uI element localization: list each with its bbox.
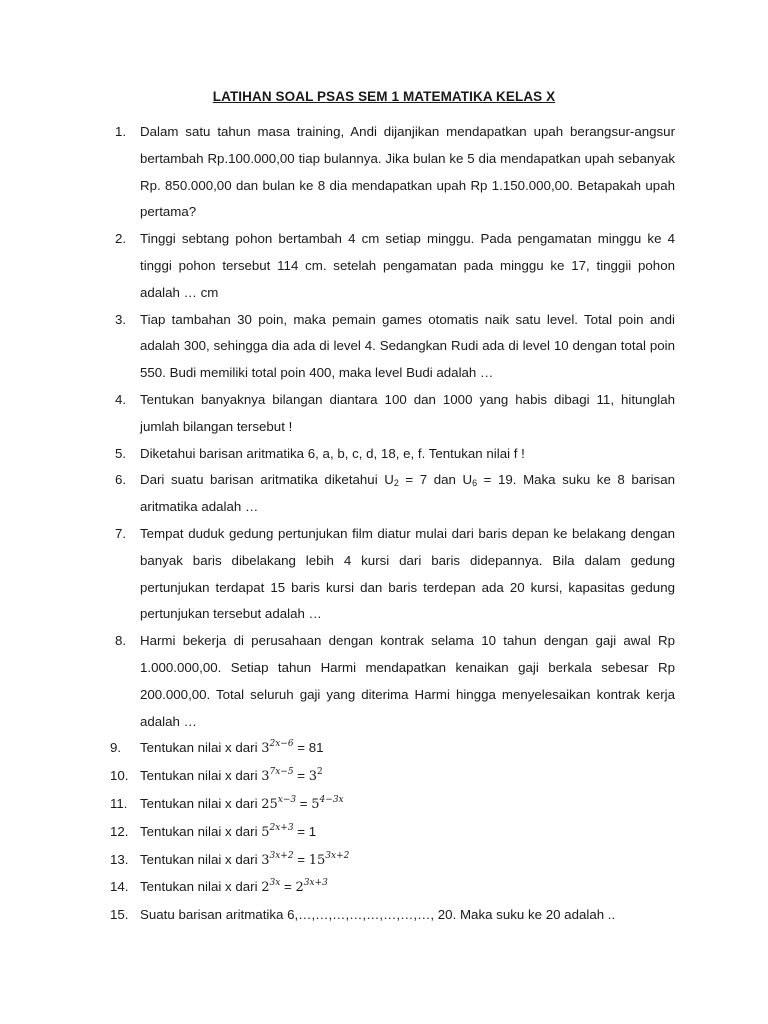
question-item — [110, 763, 675, 791]
equation-rhs-exponent: 4−3x — [319, 794, 344, 805]
question-text: Diketahui barisan aritmatika 6, a, b, c, d, 18, e, f. Tentukan nilai f ! — [140, 445, 525, 461]
question-text: Tinggi sebtang pohon bertambah 4 cm setiap minggu. Pada pengamatan minggu ke 4 tinggi pohon tersebut 114 cm. setelah pengamatan pada minggu ke 17, tinggii pohon adalah … cm — [140, 231, 675, 300]
question-item — [115, 119, 675, 226]
question-text: Tentukan nilai x dari — [140, 823, 262, 839]
equation-lhs-base: 2 — [261, 880, 270, 896]
question-number: 13. — [110, 851, 129, 867]
question-number: 4. — [115, 391, 127, 407]
equation-lhs-exponent: 2x+3 — [269, 822, 294, 833]
question-item — [110, 902, 675, 929]
equation-rhs-base: 3 — [308, 769, 318, 785]
question-item — [115, 441, 675, 468]
question-number: 1. — [115, 124, 127, 139]
equation-rhs-base: 15 — [308, 852, 326, 868]
equation-lhs-exponent: 3x+2 — [269, 850, 294, 861]
question-text: Tiap tambahan 30 poin, maka pemain games otomatis naik satu level. Total poin andi adalah 300, sehingga dia ada di level 4. Sedangkan Rudi ada di level 10 dengan total poin 550. Budi memiliki total poin 400, maka level Budi adalah … — [140, 311, 675, 381]
question-item — [110, 847, 675, 875]
equation-rhs-exponent: 3x+2 — [325, 850, 350, 861]
question-text: Tentukan nilai x dari — [140, 795, 262, 811]
equation-lhs-base: 3 — [261, 852, 270, 868]
question-text: Tentukan nilai x dari — [140, 740, 262, 756]
question-text — [140, 472, 675, 514]
question-item — [110, 735, 675, 763]
equation-equals: = — [296, 795, 312, 811]
equation-lhs-exponent: 3x — [269, 878, 281, 889]
question-text-part: = 7 dan U — [398, 472, 473, 488]
question-item — [115, 628, 675, 735]
question-number: 14. — [110, 879, 129, 895]
question-text: Tentukan nilai x dari — [140, 768, 262, 784]
question-item — [110, 874, 675, 902]
question-number: 9. — [110, 740, 122, 756]
equation-equals: = — [293, 768, 309, 784]
equation-rhs-base: 5 — [311, 796, 320, 812]
question-text-part: = 19. Maka suku ke 8 barisan aritmatika adalah … — [140, 472, 675, 515]
question-text: Tentukan banyaknya bilangan diantara 100 dan 1000 yang habis dibagi 11, hitunglah jumlah bilangan tersebut ! — [140, 391, 675, 434]
question-text: Dalam satu tahun masa training, Andi dijanjikan mendapatkan upah berangsur-angsur bertambah Rp.100.000,00 tiap bulannya. Jika bulan ke 5 dia mendapatkan upah sebanyak Rp. 850.000,00 dan bulan ke 8 dia mendapatkan upah Rp 1.150.000,00. Betapakah upah pertama? — [140, 124, 675, 220]
question-item — [110, 819, 675, 847]
question-item — [115, 307, 675, 387]
question-number: 7. — [115, 525, 127, 541]
equation-equals: = 1 — [293, 823, 317, 839]
question-text: Tentukan nilai x dari — [140, 851, 262, 867]
question-number: 2. — [115, 231, 127, 247]
page-title: LATIHAN SOAL PSAS SEM 1 MATEMATIKA KELAS X — [212, 89, 556, 104]
subscript-index: 2 — [393, 478, 399, 489]
equation-equals: = — [293, 851, 309, 867]
question-text: Tempat duduk gedung pertunjukan film diatur mulai dari baris depan ke belakang dengan banyak baris dibelakang lebih 4 kursi dari baris didepannya. Bila dalam gedung pertunjukan terdapat 15 baris kursi dan baris terdepan ada 20 kursi, kapasitas gedung pertunjukan tersebut adalah … — [140, 525, 675, 622]
question-text: Tentukan nilai x dari — [140, 879, 262, 895]
question-number: 12. — [110, 823, 129, 839]
question-number: 3. — [115, 311, 127, 327]
question-number: 15. — [110, 907, 129, 923]
question-item — [115, 467, 675, 521]
question-item — [110, 791, 675, 819]
equation-equals: = 81 — [293, 740, 324, 756]
equation-rhs-exponent: 2 — [317, 767, 323, 778]
equation-lhs-exponent: x−3 — [277, 794, 297, 805]
question-number: 6. — [115, 472, 127, 488]
question-number: 5. — [115, 445, 127, 461]
question-number: 11. — [110, 795, 128, 811]
equation-lhs-exponent: 2x−6 — [269, 739, 294, 750]
equation-lhs-base: 25 — [261, 796, 278, 812]
question-item — [115, 226, 675, 306]
equation-equals: = — [280, 879, 296, 895]
question-list — [0, 119, 768, 929]
subscript-index: 6 — [472, 478, 478, 489]
question-text-part: Dari suatu barisan aritmatika diketahui U — [140, 472, 394, 488]
question-item — [115, 387, 675, 441]
equation-lhs-base: 3 — [261, 769, 270, 785]
question-number: 10. — [110, 768, 129, 784]
equation-lhs-exponent: 7x−5 — [269, 767, 294, 778]
equation-lhs-base: 5 — [261, 824, 270, 840]
question-text: Suatu barisan aritmatika 6,…,…,…,…,…,…,…,…, 20. Maka suku ke 20 adalah .. — [140, 907, 616, 923]
question-number: 8. — [115, 633, 127, 649]
question-text: Harmi bekerja di perusahaan dengan kontrak selama 10 tahun dengan gaji awal Rp 1.000.000,00. Setiap tahun Harmi mendapatkan kenaikan gaji berkala sebesar Rp 200.000,00. Total seluruh gaji yang diterima Harmi hingga menyelesaikan kontrak kerja adalah … — [140, 633, 675, 729]
equation-lhs-base: 3 — [261, 741, 270, 757]
equation-rhs-base: 2 — [295, 880, 304, 896]
question-item — [115, 521, 675, 628]
equation-rhs-exponent: 3x+3 — [303, 878, 328, 889]
